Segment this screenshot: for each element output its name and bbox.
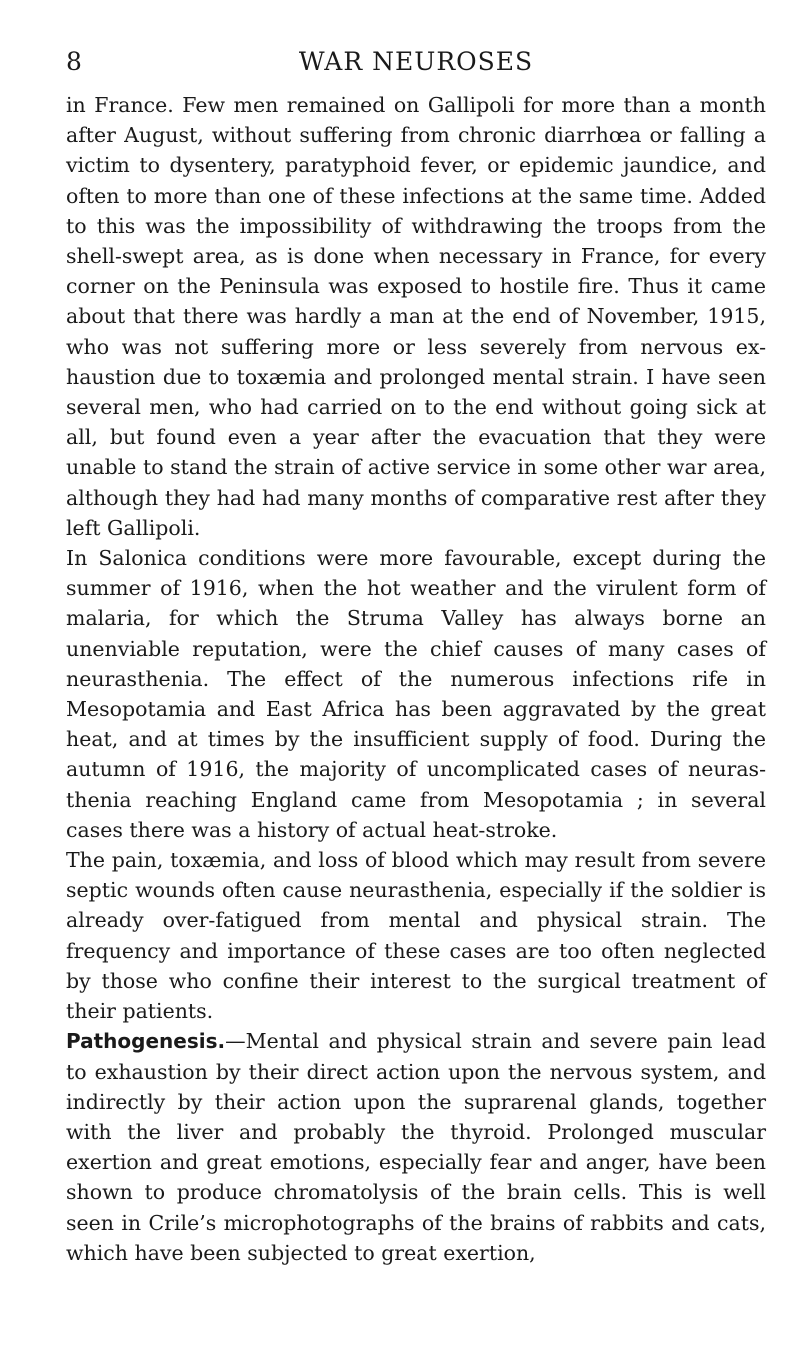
page-number: 8	[66, 47, 82, 76]
book-page	[66, 42, 766, 1268]
running-title: WAR NEUROSES	[298, 47, 534, 76]
section-heading-pathogenesis: Pathogenesis.	[66, 1029, 226, 1054]
paragraph-septic-wounds: The pain, toxæmia, and loss of blood which may result from severe septic wounds often cause neurasthenia, especially if the soldier is already over-fatigued from mental and physical strain. The frequency and importance of these cases are too often neglected by those who confine their interest to the surgical treatment of their patients.	[66, 848, 766, 1024]
paragraph-pathogenesis	[66, 1026, 766, 1268]
body-text	[66, 90, 766, 1268]
page-header	[66, 42, 766, 82]
paragraph-gallipoli: in France. Few men remained on Gallipoli for more than a month after August, without suffering from chronic diarrhœa or falling a victim to dysentery, paratyphoid fever, or epidemic jaundice, and often to more than one of these infections at the same time. Added to this was the impossibility of withdrawing the troops from the shell-swept area, as is done when necessary in France, for every corner on the Peninsula was exposed to hostile fire. Thus it came about that there was hardly a man at the end of November, 1915, who was not suffering more or less severely from nervous ex- haustion due to toxæmia and prolonged mental strain. I have seen several men, who had carried on to the end without going sick at all, but found even a year after the evacuation that they were unable to stand the strain of active service in some other war area, although they had had many months of comparative rest after they left Gallipoli.	[66, 93, 766, 540]
paragraph-salonica: In Salonica conditions were more favourable, except during the summer of 1916, when the hot weather and the virulent form of malaria, for which the Struma Valley has always borne an unenviable reputation, were the chief causes of many cases of neurasthenia. The effect of the numerous infections rife in Mesopotamia and East Africa has been aggravated by the great heat, and at times by the insufficient supply of food. During the autumn of 1916, the majority of uncomplicated cases of neuras- thenia reaching England came from Mesopotamia ; in several cases there was a history of actual heat-stroke.	[66, 546, 766, 842]
pathogenesis-text: —Mental and physical strain and severe pain lead to exhaustion by their direct action upon the nervous system, and indirectly by their action upon the suprarenal glands, together with the liver and probably the thyroid. Prolonged muscular exertion and great emotions, especially fear and anger, have been shown to produce chromatolysis of the brain cells. This is well seen in Crile’s microphotographs of the brains of rabbits and cats, which have been subjected to great exertion,	[66, 1029, 766, 1265]
